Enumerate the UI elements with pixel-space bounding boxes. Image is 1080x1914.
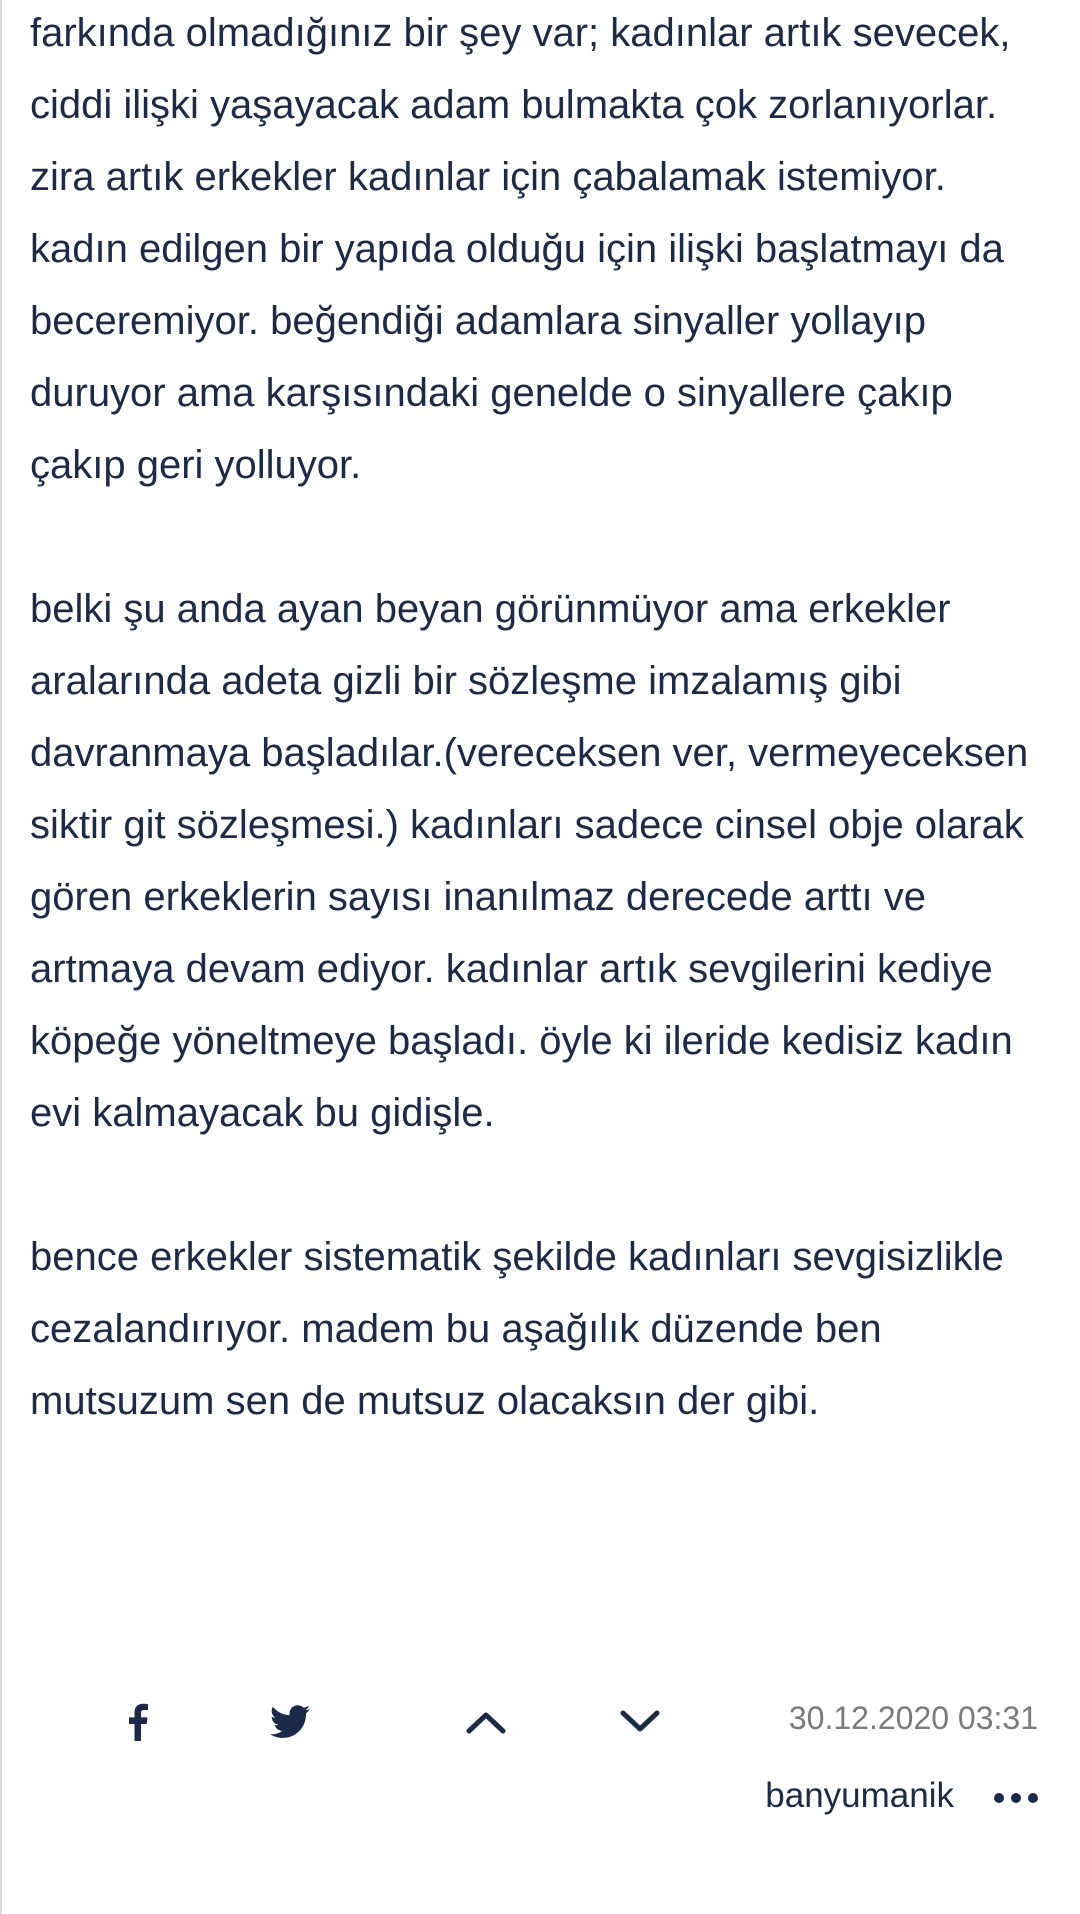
author-link[interactable]: banyumanik	[765, 1776, 954, 1815]
entry-footer	[0, 1692, 1080, 1752]
more-dots-icon[interactable]	[994, 1790, 1038, 1806]
entry-content	[30, 0, 1050, 1437]
entry-paragraph: bence erkekler sistematik şekilde kadınları sevgisizlikle cezalandırıyor. madem bu aşağılık düzende ben mutsuzum sen de mutsuz olacaksın der gibi.	[30, 1235, 1004, 1423]
chevron-up-icon[interactable]	[466, 1702, 506, 1742]
twitter-icon[interactable]	[270, 1702, 310, 1742]
dot	[1028, 1793, 1038, 1803]
dot	[1011, 1793, 1021, 1803]
entry-paragraph: farkında olmadığınız bir şey var; kadınlar artık sevecek, ciddi ilişki yaşayacak adam bulmakta çok zorlanıyorlar. zira artık erkekler kadınlar için çabalamak istemiyor. kadın edilgen bir yapıda olduğu için ilişki başlatmayı da beceremiyor. beğendiği adamlara sinyaller yollayıp duruyor ama karşısındaki genelde o sinyallere çakıp çakıp geri yolluyor.	[30, 11, 1011, 487]
dot	[994, 1793, 1004, 1803]
entry-paragraph: belki şu anda ayan beyan görünmüyor ama erkekler aralarında adeta gizli bir sözleşme imzalamış gibi davranmaya başladılar.(vereceksen ver, vermeyeceksen siktir git sözleşmesi.) kadınları sadece cinsel obje olarak gören erkeklerin sayısı inanılmaz derecede arttı ve artmaya devam ediyor. kadınlar artık sevgilerini kediye köpeğe yöneltmeye başladı. öyle ki ileride kedisiz kadın evi kalmayacak bu gidişle.	[30, 587, 1029, 1135]
facebook-icon[interactable]	[118, 1702, 158, 1742]
entry-date[interactable]: 30.12.2020 03:31	[788, 1700, 1038, 1736]
entry-author-row	[0, 1768, 1080, 1828]
left-edge-border	[0, 0, 2, 1914]
chevron-down-icon[interactable]	[620, 1702, 660, 1742]
